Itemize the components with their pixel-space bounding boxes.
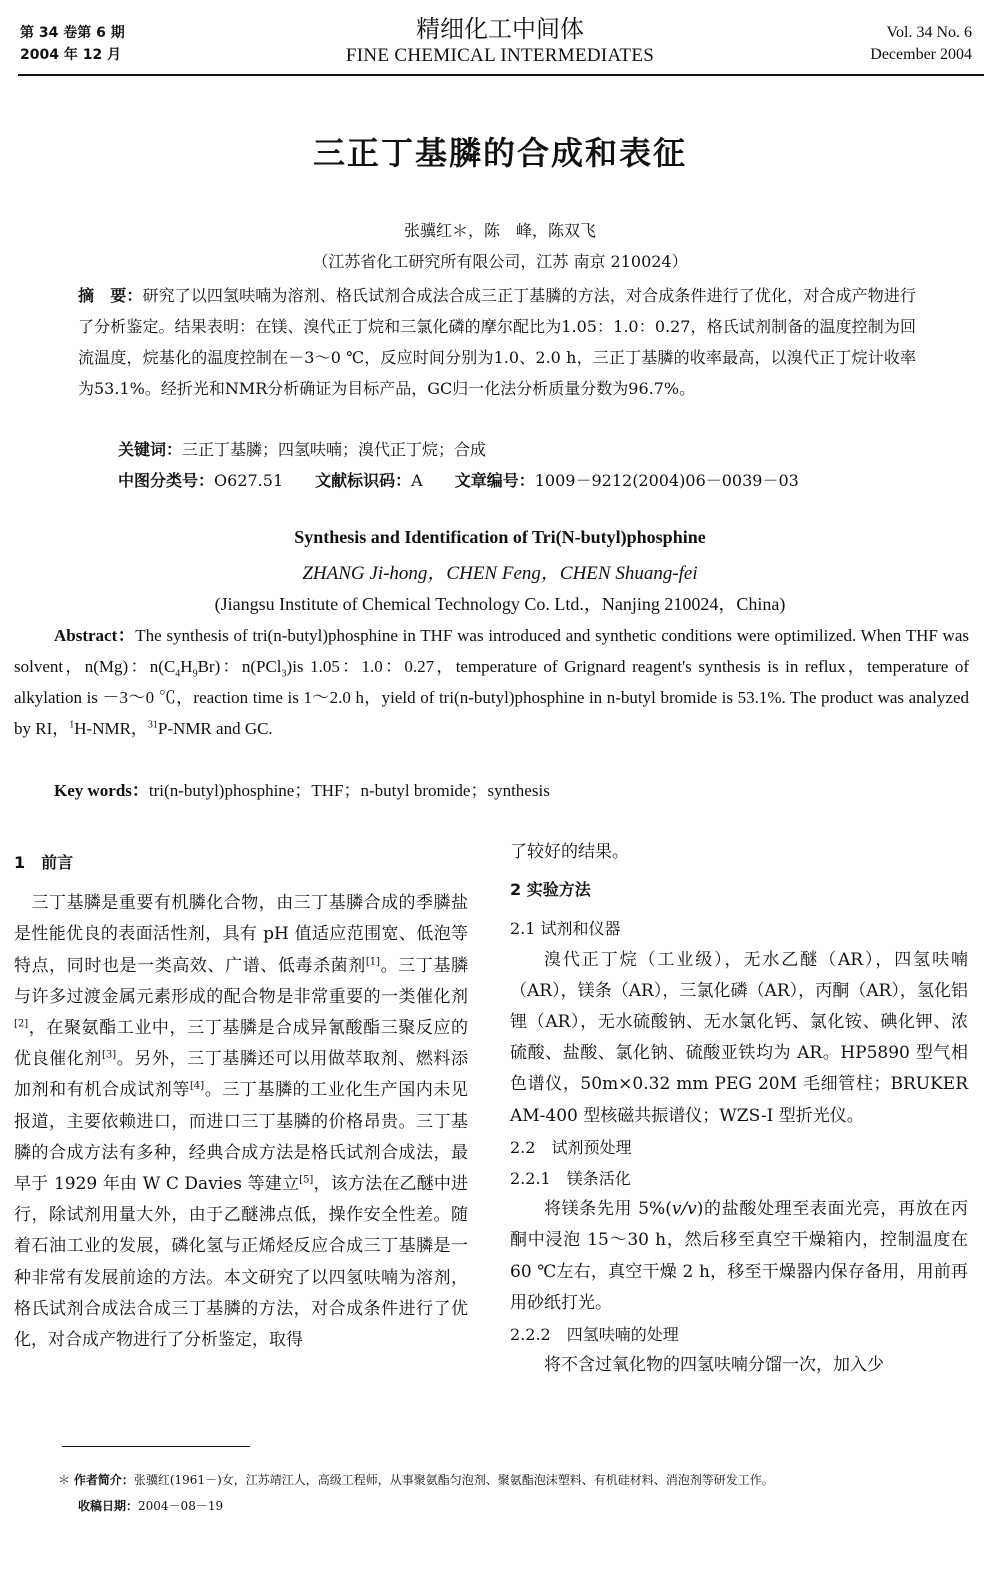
subscript: 3 <box>281 668 287 680</box>
abstract-en-text: The synthesis of tri(n-butyl)phosphine in THF was introduced and synthetic conditions were optimilized. When THF was solvent，n(Mg)：n(C <box>14 626 969 676</box>
keywords-en-text: tri(n-butyl)phosphine；THF；n-butyl bromide；synthesis <box>148 781 550 800</box>
intro-text: ，在聚氨酯工业中，三丁基膦是合成异氰酸酯三聚反应的优良催化剂 <box>14 1018 468 1070</box>
journal-name <box>0 14 1000 68</box>
subscript: 9 <box>192 668 198 680</box>
citation-ref: [3] <box>101 1049 117 1061</box>
abstract-en <box>14 620 969 744</box>
magnesium-paragraph <box>510 1194 968 1319</box>
abstract-cn-text: 研究了以四氢呋喃为溶剂、格氏试剂合成法合成三正丁基膦的方法，对合成条件进行了优化，对合成产物进行了分析鉴定。结果表明：在镁、溴代正丁烷和三氯化磷的摩尔配比为1.05：1.0：0.27，格氏试剂制备的温度控制为回流温度，烷基化的温度控制在－3～0 ℃，反应时间分别为1.0、2.0 h，三正丁基膦的收率最高，以溴代正丁烷计收率为53.1%。经折光和NMR分析确证为目标产品，GC归一化法分析质量分数为96.7%。 <box>78 286 916 398</box>
abstract-en-text: H <box>180 657 193 676</box>
left-column <box>14 847 468 1356</box>
affiliation-cn: （江苏省化工研究所有限公司，江苏 南京 210024） <box>312 252 688 271</box>
issue-date-en: December 2004 <box>870 46 972 63</box>
magnesium-text: )的盐酸处理至表面光亮，再放在丙酮中浸泡 15～30 h，然后移至真空干燥箱内，控制温度在 60 ℃左右，真空干燥 2 h，移至干燥器内保存备用，用前再用砂纸打光。 <box>510 1199 968 1313</box>
header-rule <box>18 74 984 76</box>
citation-ref: [2] <box>14 1018 29 1030</box>
magnesium-text: v/v <box>671 1199 697 1220</box>
keywords-cn <box>118 434 918 465</box>
citation-ref: [4] <box>189 1080 205 1092</box>
authors-cn: 张骥红＊，陈 峰，陈双飞 <box>403 221 596 240</box>
received-date-text: 2004－08－19 <box>138 1499 224 1513</box>
keywords-cn-label: 关键词： <box>118 440 183 459</box>
superscript: 31 <box>147 719 158 731</box>
superscript: 1 <box>69 719 75 731</box>
intro-text: 。另外，三丁基膦还可以用做萃取剂、燃料添加剂和有机合成试剂等 <box>14 1049 469 1101</box>
article-title-cn: 三正丁基膦的合成和表征 <box>312 134 687 172</box>
continued-text: 了较好的结果。 <box>510 842 629 862</box>
intro-text: 。三丁基膦与许多过渡金属元素形成的配合物是非常重要的一类催化剂 <box>14 955 469 1007</box>
clc-value: O627.51 <box>214 471 284 490</box>
section-2-2-heading: 2.2 试剂预处理 <box>510 1137 632 1157</box>
section-2-1-heading: 2.1 试剂和仪器 <box>510 919 621 939</box>
footnote-star: ＊ <box>58 1473 71 1487</box>
footnote-received <box>78 1496 678 1516</box>
author-profile-text: 张骥红(1961－)女，江苏靖江人，高级工程师，从事聚氨酯匀泡剂、聚氨酯泡沫塑料、有机硅材料、消泡剂等研发工作。 <box>133 1473 774 1487</box>
section-2-heading: 2 实验方法 <box>510 880 591 900</box>
keywords-en-label: Key words： <box>54 781 149 800</box>
issue-volume-cn: 第 34 卷第 6 期 <box>20 25 125 41</box>
section-1-heading: 1 前言 <box>14 853 74 872</box>
intro-text: 。三丁基膦的工业化生产国内未见报道，主要依赖进口，而进口三丁基膦的价格昂贵。三丁基膦的合成方法有多种，经典合成方法是格氏试剂合成法，最早于 1929 年由 W C Davies 等建立 <box>14 1080 469 1195</box>
abstract-en-text: )is 1.05：1.0：0.27，temperature of Grignard reagent's synthesis is in reflux，temperature of alkylation is －3～0 ℃，reaction time is 1～2.0 h，yield of tri(n-butyl)phosphine in n-butyl bromide is 53.1%. The product was analyzed by RI， <box>14 657 970 738</box>
abstract-en-label: Abstract： <box>54 626 136 645</box>
subscript: 4 <box>175 668 181 680</box>
abstract-cn <box>78 280 916 404</box>
footnote-author <box>58 1470 958 1490</box>
journal-name-cn: 精细化工中间体 <box>416 15 584 43</box>
author-profile-label: 作者简介： <box>73 1473 134 1487</box>
intro-text: ，该方法在乙醚中进行，除试剂用量大外，由于乙醚沸点低，操作安全性差。随着石油工业的发展，磷化氢与正烯烃反应合成三丁基膦是一种非常有发展前途的方法。本文研究了以四氢呋喃为溶剂，格氏试剂合成法合成三丁基膦的方法，对合成条件进行了优化，对合成产物进行了分析鉴定，取得 <box>14 1174 469 1351</box>
doc-code-value: A <box>411 471 423 490</box>
reagents-paragraph: 溴代正丁烷（工业级），无水乙醚（AR），四氢呋喃（AR），镁条（AR），三氯化磷（AR），丙酮（AR），氢化铝锂（AR），无水硫酸钠、无水氯化钙、氯化铵、碘化钾、浓硫酸、盐酸、氯化钠、硫酸亚铁均为 AR。HP5890 型气相色谱仪，50m×0.32 mm PEG 20M 毛细管柱；BRUKER AM-400 型核磁共振谱仪；WZS-I 型折光仪。 <box>510 949 968 1126</box>
footnote-rule <box>62 1446 250 1447</box>
right-column <box>510 837 968 1381</box>
abstract-cn-label: 摘 要： <box>78 286 143 305</box>
received-date-label: 收稿日期： <box>78 1499 139 1513</box>
doc-code-label: 文献标识码： <box>315 471 412 490</box>
issue-volume-en: Vol. 34 No. 6 <box>886 24 972 41</box>
intro-paragraph <box>14 888 468 1356</box>
abstract-en-text: H-NMR， <box>74 719 148 738</box>
keywords-en <box>54 775 969 806</box>
magnesium-text: 将镁条先用 5%( <box>544 1199 672 1220</box>
abstract-en-text: P-NMR and GC. <box>157 719 273 738</box>
thf-paragraph: 将不含过氧化物的四氢呋喃分馏一次，加入少 <box>544 1355 884 1376</box>
article-title-en: Synthesis and Identification of Tri(N-butyl)phosphine <box>294 527 706 547</box>
citation-ref: [1] <box>365 955 381 967</box>
article-no-label: 文章编号： <box>454 471 535 490</box>
issue-date-cn: 2004 年 12 月 <box>20 47 122 63</box>
abstract-en-text: Br)：n(PCl <box>197 657 282 676</box>
keywords-cn-text: 三正丁基膦；四氢呋喃；溴代正丁烷；合成 <box>182 440 487 459</box>
citation-ref: [5] <box>299 1174 314 1186</box>
intro-text: 三丁基膦是重要有机膦化合物，由三丁基膦合成的季膦盐是性能优良的表面活性剂，具有 pH 值适应范围宽、低泡等特点，同时也是一类高效、广谱、低毒杀菌剂 <box>14 893 468 976</box>
section-2-2-1-heading: 2.2.1 镁条活化 <box>510 1169 631 1189</box>
journal-name-en: FINE CHEMICAL INTERMEDIATES <box>345 45 655 66</box>
affiliation-en: (Jiangsu Institute of Chemical Technology Co. Ltd.，Nanjing 210024，China) <box>214 594 786 614</box>
article-no-value: 1009－9212(2004)06－0039－03 <box>534 471 799 490</box>
authors-en: ZHANG Ji-hong，CHEN Feng，CHEN Shuang-fei <box>302 563 698 584</box>
journal-issue-en <box>870 22 972 66</box>
section-2-2-2-heading: 2.2.2 四氢呋喃的处理 <box>510 1325 679 1345</box>
classification-line <box>118 465 938 496</box>
clc-label: 中图分类号： <box>118 471 215 490</box>
